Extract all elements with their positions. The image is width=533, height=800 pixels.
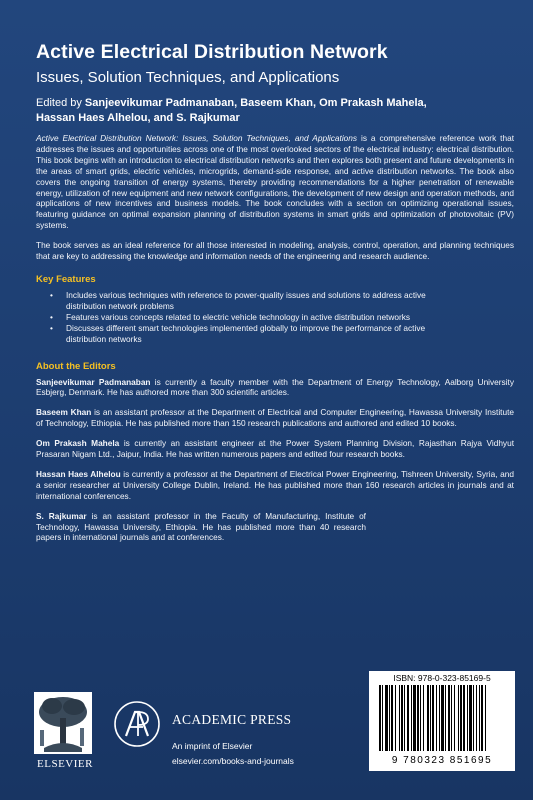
editors-names-2: Hassan Haes Alhelou, and S. Rajkumar xyxy=(36,112,240,124)
barcode-bar xyxy=(413,685,416,751)
bullet-icon: • xyxy=(50,322,53,333)
publisher-url: elsevier.com/books-and-journals xyxy=(172,756,294,766)
isbn-label: ISBN: 978-0-323-85169-5 xyxy=(393,673,491,683)
book-subtitle: Issues, Solution Techniques, and Applications xyxy=(36,69,340,86)
barcode-bar xyxy=(379,685,381,751)
list-item: • Discusses different smart technologies implemented globally to improve the performance of active distribution networks xyxy=(50,322,426,344)
barcode-bar xyxy=(448,685,450,751)
barcode-bar xyxy=(454,685,455,751)
editors-line xyxy=(36,96,514,126)
barcode-bar xyxy=(481,685,483,751)
description-italic-title: Active Electrical Distribution Network: Issues, Solution Techniques, and Applications xyxy=(36,133,358,143)
editor-bio: Baseem Khan is an assistant professor at the Department of Electrical and Computer Engineering, Hawassa University Institute of Technology, Ethiopia. He has published more than 150 research publications and authored and edited 10 books. xyxy=(36,407,514,429)
barcode-icon xyxy=(375,685,509,755)
isbn-barcode xyxy=(369,671,515,771)
key-features-heading: Key Features xyxy=(36,273,96,285)
about-editors-heading: About the Editors xyxy=(36,360,116,372)
barcode-bar xyxy=(445,685,446,751)
barcode-bar xyxy=(460,685,462,751)
barcode-bar xyxy=(432,685,434,751)
barcode-bar xyxy=(404,685,405,751)
list-item: • Features various concepts related to electric vehicle technology in active distribution networks xyxy=(50,311,411,322)
barcode-bar xyxy=(417,685,419,751)
barcode-bar xyxy=(407,685,409,751)
cover-content xyxy=(36,40,514,552)
barcode-bar xyxy=(476,685,477,751)
imprint-text: An imprint of Elsevier xyxy=(172,741,253,751)
barcode-bar xyxy=(439,685,440,751)
academic-press-logo-icon xyxy=(113,700,161,748)
barcode-bar xyxy=(389,685,390,751)
bullet-icon: • xyxy=(50,289,53,300)
barcode-bar xyxy=(401,685,403,751)
book-description xyxy=(36,133,514,231)
elsevier-tree-logo xyxy=(34,692,92,754)
tree-icon xyxy=(34,692,92,754)
editor-bio: Sanjeevikumar Padmanaban is currently a faculty member with the Department of Energy Technology, Aalborg University Esbjerg, Denmark. He has authored more than 300 scientific articles. xyxy=(36,376,514,398)
barcode-bar xyxy=(385,685,388,751)
barcode-bar xyxy=(423,685,424,751)
barcode-bar xyxy=(473,685,474,751)
barcode-bar xyxy=(458,685,459,751)
barcode-bar xyxy=(430,685,431,751)
book-title: Active Electrical Distribution Network xyxy=(36,41,388,63)
barcode-bar xyxy=(427,685,429,751)
editor-bio: Hassan Haes Alhelou is currently a professor at the Department of Electrical Power Engineering, Tishreen University, Syria, and a senior researcher at University College Dublin, Ireland. He has published more than 160 research articles in journals and at international conferences. xyxy=(36,468,514,501)
academic-press-name: ACADEMIC PRESS xyxy=(172,712,292,727)
barcode-bar xyxy=(485,685,486,751)
barcode-bar xyxy=(391,685,393,751)
list-item: • Includes various techniques with reference to power-quality issues and solutions to address active distribution network problems xyxy=(50,289,426,311)
barcode-bar xyxy=(395,685,396,751)
barcode-bar xyxy=(411,685,412,751)
barcode-bar xyxy=(451,685,452,751)
book-audience: The book serves as an ideal reference for all those interested in modeling, analysis, control, operation, and planning techniques that are key to addressing the knowledge and information needs of the engineering and research audience. xyxy=(36,240,514,262)
barcode-bar xyxy=(463,685,465,751)
barcode-bar xyxy=(469,685,472,751)
editor-bio: Om Prakash Mahela is currently an assistant engineer at the Power System Planning Division, Rajasthan Rajya Vidhyut Prasaran Nigam Ltd., Jaipur, India. He has written numerous papers and edited four research books. xyxy=(36,438,515,460)
barcode-bar xyxy=(441,685,444,751)
editor-bio: S. Rajkumar is an assistant professor in the Faculty of Manufacturing, Institute of Technology, Hawassa University, Ethiopia. He has published more than 40 research papers in international journals and at conferences. xyxy=(36,510,366,543)
barcode-bar xyxy=(479,685,480,751)
editors-names-1: Sanjeevikumar Padmanaban, Baseem Khan, Om Prakash Mahela, xyxy=(84,97,427,109)
barcode-number: 9 780323 851695 xyxy=(391,755,493,766)
barcode-bar xyxy=(382,685,383,751)
barcode-bar xyxy=(436,685,437,751)
elsevier-wordmark: ELSEVIER xyxy=(37,758,93,770)
barcode-bar xyxy=(420,685,421,751)
description-body: is a comprehensive reference work that addresses the issues and opportunities across one of the most overlooked sectors of the electrical industry: electrical distribution. This book begins with an introduction to electrical distribution networks and then explores both present and future developments in the areas of smart grids, electric vehicles, microgrids, demand-side response, and active distribution networks. The book also covers the ongoing transition of energy systems, thereby providing recommendations for a higher penetration of renewable energy, utilization of new equipment and new network configurations, the development of new design and operation methods, and applications of new incentives and business models. The book concludes with a section on optimizing operational issues, featuring guidance on optimal expansion planning of distribution systems in smart grids and optimization of photovoltaic (PV) systems. xyxy=(36,133,515,231)
barcode-bar xyxy=(399,685,400,751)
bullet-icon: • xyxy=(50,311,53,322)
key-features-list xyxy=(50,290,514,345)
barcode-bar xyxy=(467,685,468,751)
editors-prefix: Edited by xyxy=(36,97,85,109)
